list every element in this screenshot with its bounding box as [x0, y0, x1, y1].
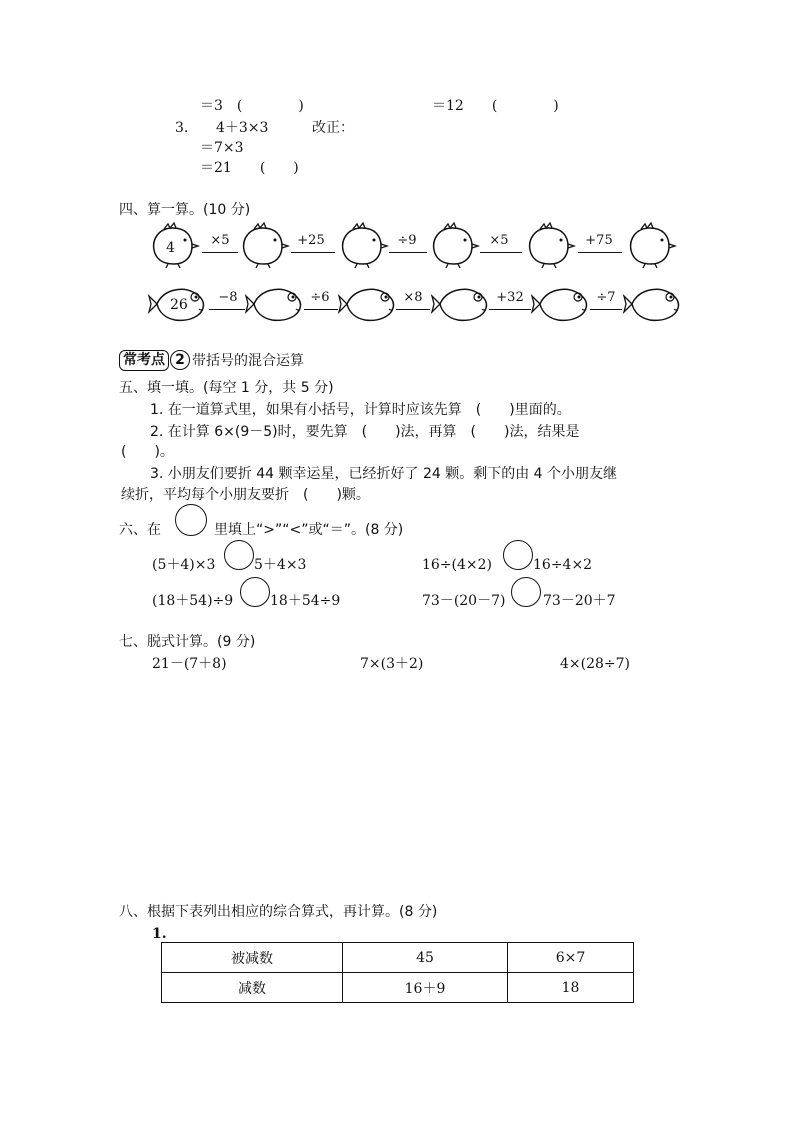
- chick-operation: ×5: [210, 233, 230, 248]
- fish-icon: [532, 284, 590, 324]
- table-row: [162, 943, 634, 973]
- chick-operation: ÷9: [397, 233, 417, 248]
- section-title: 五、填一填。(每空 1 分，共 5 分): [119, 380, 334, 396]
- compare-answer-circle[interactable]: [503, 540, 533, 570]
- answer-line: [389, 252, 427, 253]
- fish-icon: [624, 284, 682, 324]
- expression: 4＋3×3: [216, 120, 269, 136]
- table-cell: 减数: [162, 973, 343, 1003]
- section-title: 里填上“>”“<”或“＝”。(8 分): [214, 522, 404, 538]
- wrong-result-line-a: ＝3 ( ): [200, 98, 304, 114]
- answer-line: [202, 252, 238, 253]
- calc-expression: 4×(28÷7): [560, 656, 631, 672]
- fill-question-cont: ( )。: [121, 444, 174, 460]
- step-line: ＝7×3: [200, 140, 244, 156]
- badge-label: 常考点: [119, 350, 169, 371]
- fill-question: 3. 小朋友们要折 44 颗幸运星，已经折好了 24 颗。剩下的由 4 个小朋友继: [150, 466, 618, 482]
- compare-left: 73－(20－7): [422, 593, 506, 609]
- fish-operation: ÷7: [596, 290, 616, 305]
- compare-circle-icon: [175, 504, 207, 536]
- compare-right: 16÷4×2: [533, 557, 593, 573]
- answer-line: [209, 309, 245, 310]
- chick-operation: ×5: [489, 233, 509, 248]
- answer-line: [291, 252, 335, 253]
- table-row: [162, 973, 634, 1003]
- chick-start-value: 4: [166, 240, 175, 256]
- answer-line: [480, 252, 522, 253]
- calc-expression: 21－(7＋8): [152, 656, 227, 672]
- fish-operation: +32: [496, 290, 524, 305]
- table-cell: 被减数: [162, 943, 343, 973]
- fish-icon: [339, 284, 397, 324]
- key-point-badge: [119, 349, 304, 371]
- section-title: 七、脱式计算。(9 分): [119, 634, 256, 650]
- wrong-result-line-b: ＝12 ( ): [432, 98, 559, 114]
- table-cell: 6×7: [508, 943, 634, 973]
- chick-icon: [524, 222, 574, 268]
- chick-icon: [337, 222, 387, 268]
- fill-question: 1. 在一道算式里，如果有小括号，计算时应该先算 ( )里面的。: [150, 402, 571, 418]
- table-cell: 18: [508, 973, 634, 1003]
- compare-answer-circle[interactable]: [224, 540, 254, 570]
- chick-icon: [625, 222, 675, 268]
- compare-left: (18＋54)÷9: [152, 593, 234, 609]
- answer-line: [489, 309, 531, 310]
- fish-icon: [246, 284, 304, 324]
- badge-topic: 带括号的混合运算: [192, 353, 304, 369]
- fish-operation: ×8: [403, 290, 423, 305]
- answer-line: [396, 309, 430, 310]
- section-title: 八、根据下表列出相应的综合算式，再计算。(8 分): [119, 904, 438, 920]
- compare-left: (5＋4)×3: [152, 557, 216, 573]
- compare-right: 5＋4×3: [254, 557, 307, 573]
- section-title: 四、算一算。(10 分): [119, 202, 251, 218]
- fill-question: 2. 在计算 6×(9－5)时，要先算 ( )法，再算 ( )法，结果是: [150, 424, 580, 440]
- compare-right: 18＋54÷9: [270, 593, 341, 609]
- section-title-prefix: 六、在: [119, 522, 161, 538]
- compare-left: 16÷(4×2): [422, 557, 493, 573]
- data-table: [161, 942, 634, 1003]
- table-cell: 45: [343, 943, 508, 973]
- answer-line: [578, 252, 622, 253]
- question-number: 3.: [175, 120, 189, 136]
- fill-question-cont: 续折，平均每个小朋友要折 ( )颗。: [121, 487, 370, 503]
- fish-start-value: 26: [170, 297, 188, 313]
- compare-answer-circle[interactable]: [511, 577, 541, 607]
- step-line: ＝21 ( ): [200, 160, 299, 176]
- fish-icon: [432, 284, 490, 324]
- compare-right: 73－20＋7: [543, 593, 616, 609]
- fish-operation: −8: [218, 290, 238, 305]
- correction-label: 改正：: [312, 120, 354, 136]
- fish-operation: ÷6: [310, 290, 330, 305]
- table-cell: 16＋9: [343, 973, 508, 1003]
- chick-operation: +25: [297, 233, 325, 248]
- badge-number: 2: [170, 350, 190, 370]
- question-number: 1.: [152, 926, 167, 942]
- calc-expression: 7×(3＋2): [360, 656, 424, 672]
- chick-operation: +75: [585, 233, 613, 248]
- answer-line: [590, 309, 622, 310]
- chick-icon: [428, 222, 478, 268]
- compare-answer-circle[interactable]: [240, 577, 270, 607]
- chick-icon: [238, 222, 288, 268]
- answer-line: [304, 309, 338, 310]
